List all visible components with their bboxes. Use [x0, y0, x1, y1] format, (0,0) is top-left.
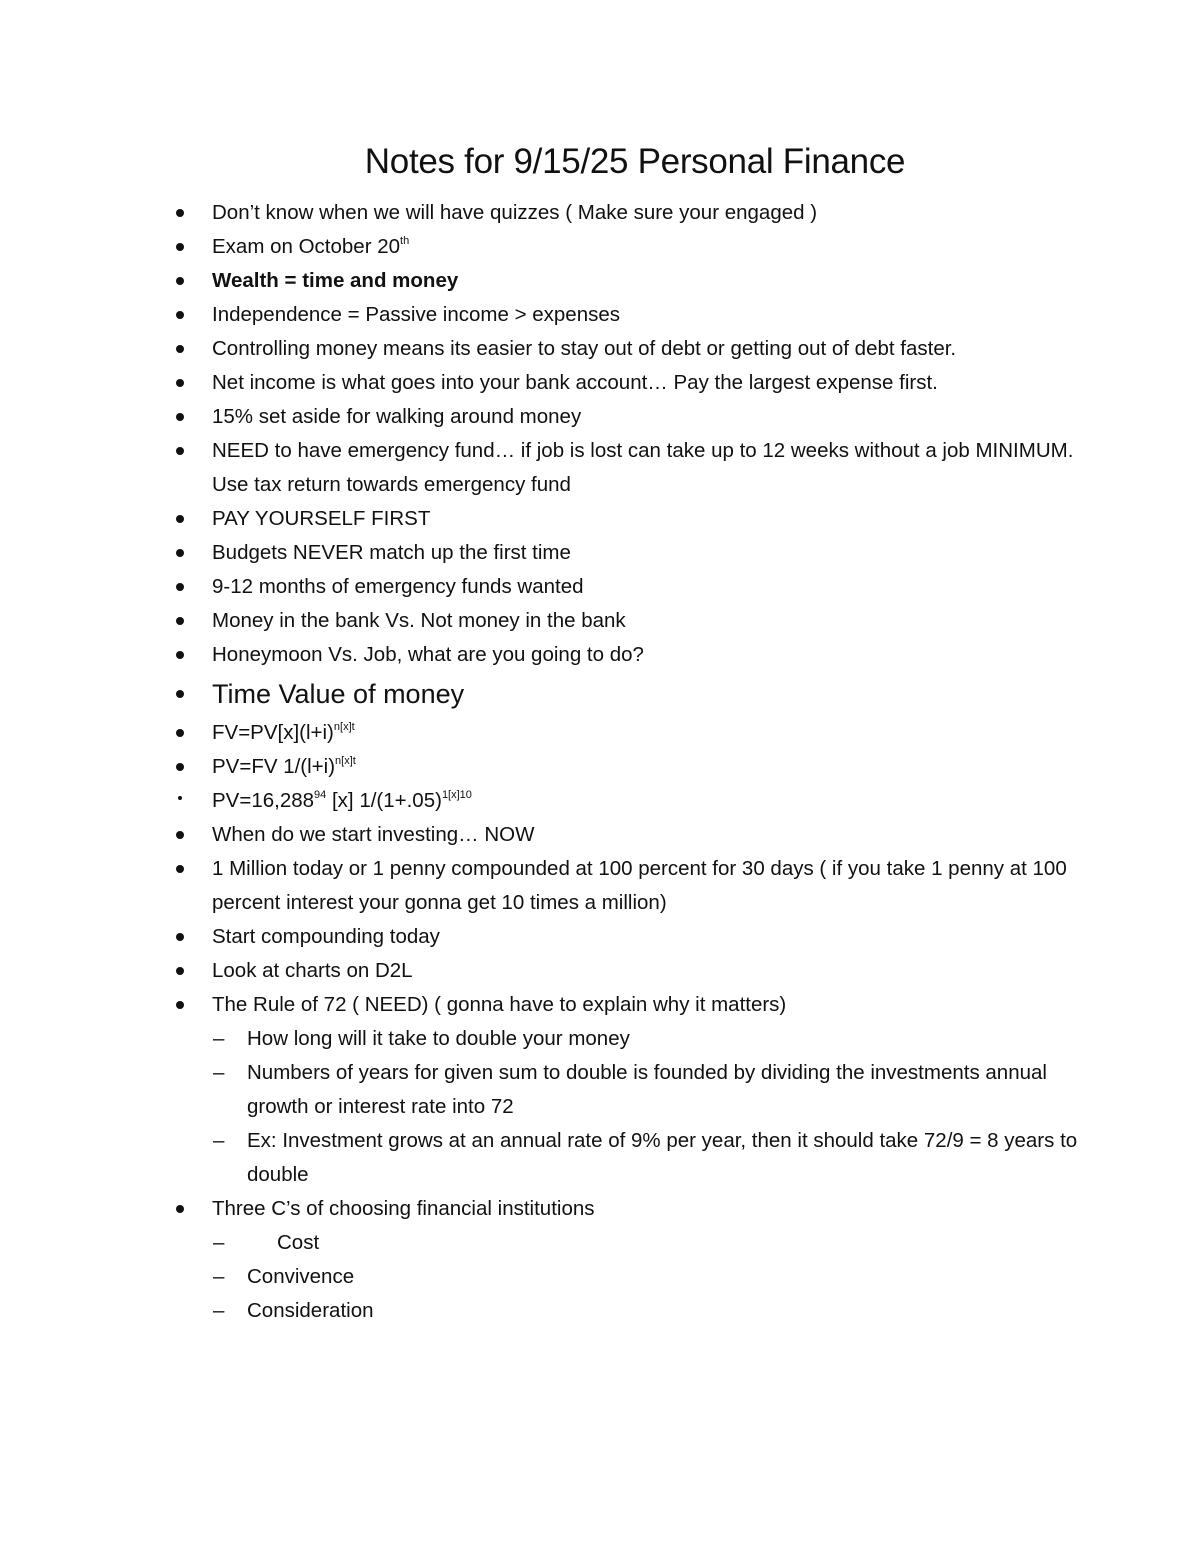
- list-item: [0, 988, 1200, 1022]
- item-text: Time Value of money: [212, 679, 465, 709]
- bullet-icon: [178, 796, 182, 800]
- list-item-text: [212, 609, 626, 632]
- list-item: [0, 298, 1200, 332]
- list-item: [0, 400, 1200, 434]
- dash-icon: –: [213, 1027, 225, 1050]
- superscript: th: [400, 235, 410, 247]
- list-item-text: [212, 643, 644, 666]
- notes-list: [0, 196, 1200, 1328]
- item-text: Net income is what goes into your bank account… Pay the largest expense first.: [212, 371, 938, 394]
- item-text: Start compounding today: [212, 925, 440, 948]
- list-item: [0, 852, 1200, 920]
- item-text: PAY YOURSELF FIRST: [212, 507, 431, 530]
- bullet-icon: [176, 515, 184, 523]
- item-text: PV=16,288: [212, 789, 315, 812]
- sub-item-text: Convivence: [247, 1265, 355, 1288]
- list-item: [0, 366, 1200, 400]
- list-item: [0, 264, 1200, 298]
- sub-list-item: [0, 1226, 1200, 1260]
- sub-list-item: [0, 1124, 1200, 1192]
- bullet-icon: [176, 933, 184, 941]
- list-item-text: [212, 823, 534, 846]
- bullet-icon: [176, 967, 184, 975]
- list-item-text: [212, 789, 472, 812]
- list-item: [0, 716, 1200, 750]
- item-text: 1 Million today or 1 penny compounded at 100 percent for 30 days ( if you take 1 penny at 100 percent interest your gonna get 10 times a million): [212, 857, 1067, 914]
- list-item: [0, 196, 1200, 230]
- dash-icon: –: [213, 1231, 225, 1254]
- list-item-text: [212, 959, 413, 982]
- superscript: 1[x]10: [441, 789, 472, 801]
- list-item-text: [212, 993, 786, 1016]
- list-item: [0, 920, 1200, 954]
- bullet-icon: [176, 413, 184, 421]
- list-item-text: [212, 507, 430, 530]
- list-item: [0, 818, 1200, 852]
- item-text: 9-12 months of emergency funds wanted: [212, 575, 584, 598]
- list-item-text: [212, 303, 620, 326]
- item-text: Wealth = time and money: [212, 269, 459, 292]
- list-item-text: [212, 925, 440, 948]
- bullet-icon: [176, 549, 184, 557]
- bullet-icon: [176, 243, 184, 251]
- bullet-icon: [176, 447, 184, 455]
- item-text: FV=PV[x](l+i): [212, 721, 334, 744]
- bullet-icon: [176, 865, 184, 873]
- bullet-icon: [176, 345, 184, 353]
- list-item-text: [212, 857, 1067, 914]
- item-text: Honeymoon Vs. Job, what are you going to do?: [212, 643, 644, 666]
- bullet-icon: [176, 379, 184, 387]
- item-text: Look at charts on D2L: [212, 959, 413, 982]
- list-item: [0, 672, 1200, 716]
- bullet-icon: [176, 583, 184, 591]
- item-text: 15% set aside for walking around money: [212, 405, 582, 428]
- bullet-icon: [176, 1205, 184, 1213]
- list-item-text: [212, 371, 938, 394]
- item-text: Don’t know when we will have quizzes ( Make sure your engaged ): [212, 201, 818, 224]
- bullet-icon: [176, 209, 184, 217]
- list-item-text: [212, 575, 584, 598]
- item-text: Exam on October 20: [212, 235, 401, 258]
- sub-item-text: Numbers of years for given sum to double is founded by dividing the investments annual growth or interest rate into 72: [247, 1061, 1047, 1118]
- list-item: [0, 332, 1200, 366]
- bullet-icon: [176, 277, 184, 285]
- item-text: Money in the bank Vs. Not money in the bank: [212, 609, 626, 632]
- list-item: [0, 954, 1200, 988]
- sub-item-text: Consideration: [247, 1299, 374, 1322]
- bullet-icon: [176, 651, 184, 659]
- list-item-text: [212, 337, 956, 360]
- dash-icon: –: [213, 1299, 225, 1322]
- bullet-icon: [176, 1001, 184, 1009]
- list-item: [0, 502, 1200, 536]
- sub-list-item: [0, 1022, 1200, 1056]
- list-item-text: [212, 269, 458, 292]
- list-item-text: [212, 439, 1073, 496]
- superscript: n[x]t: [333, 721, 355, 733]
- list-item: [0, 230, 1200, 264]
- sub-item-text: How long will it take to double your money: [247, 1027, 630, 1050]
- item-text: Three C’s of choosing financial institutions: [212, 1197, 595, 1220]
- list-item-text: [212, 201, 817, 224]
- list-item-text: [212, 541, 571, 564]
- bullet-icon: [176, 831, 184, 839]
- sub-list-item: [0, 1260, 1200, 1294]
- list-item: [0, 750, 1200, 784]
- item-text: When do we start investing… NOW: [212, 823, 535, 846]
- sub-item-text: Cost: [277, 1231, 320, 1254]
- list-item-text: [212, 1197, 595, 1220]
- bullet-icon: [176, 690, 184, 698]
- bullet-icon: [176, 763, 184, 771]
- sub-item-text: Ex: Investment grows at an annual rate of 9% per year, then it should take 72/9 = 8 years to double: [247, 1129, 1078, 1186]
- bullet-icon: [176, 311, 184, 319]
- list-item-text: [212, 755, 356, 778]
- list-item: [0, 784, 1200, 818]
- dash-icon: –: [213, 1265, 225, 1288]
- item-text: Independence = Passive income > expenses: [212, 303, 620, 326]
- list-item-text: [212, 235, 409, 258]
- item-text: PV=FV 1/(l+i): [212, 755, 336, 778]
- sub-list-item: [0, 1294, 1200, 1328]
- dash-icon: –: [213, 1129, 225, 1152]
- list-item: [0, 570, 1200, 604]
- list-item: [0, 1192, 1200, 1226]
- item-text: NEED to have emergency fund… if job is lost can take up to 12 weeks without a job MINIMUM. Use tax return towards emergency fund: [212, 439, 1074, 496]
- list-item: [0, 604, 1200, 638]
- list-item-text: [212, 721, 355, 744]
- list-item: [0, 434, 1200, 502]
- dash-icon: –: [213, 1061, 225, 1084]
- list-item: [0, 536, 1200, 570]
- item-text: [x] 1/(1+.05): [326, 789, 442, 812]
- page-title: Notes for 9/15/25 Personal Finance: [364, 142, 906, 181]
- bullet-icon: [176, 617, 184, 625]
- item-text: Controlling money means its easier to stay out of debt or getting out of debt faster.: [212, 337, 957, 360]
- list-item-text: [212, 679, 464, 709]
- list-item: [0, 638, 1200, 672]
- list-item-text: [212, 405, 581, 428]
- item-text: Budgets NEVER match up the first time: [212, 541, 571, 564]
- item-text: The Rule of 72 ( NEED) ( gonna have to explain why it matters): [212, 993, 787, 1016]
- superscript: n[x]t: [335, 755, 356, 767]
- bullet-icon: [176, 729, 184, 737]
- sub-list-item: [0, 1056, 1200, 1124]
- superscript: 94: [314, 789, 327, 801]
